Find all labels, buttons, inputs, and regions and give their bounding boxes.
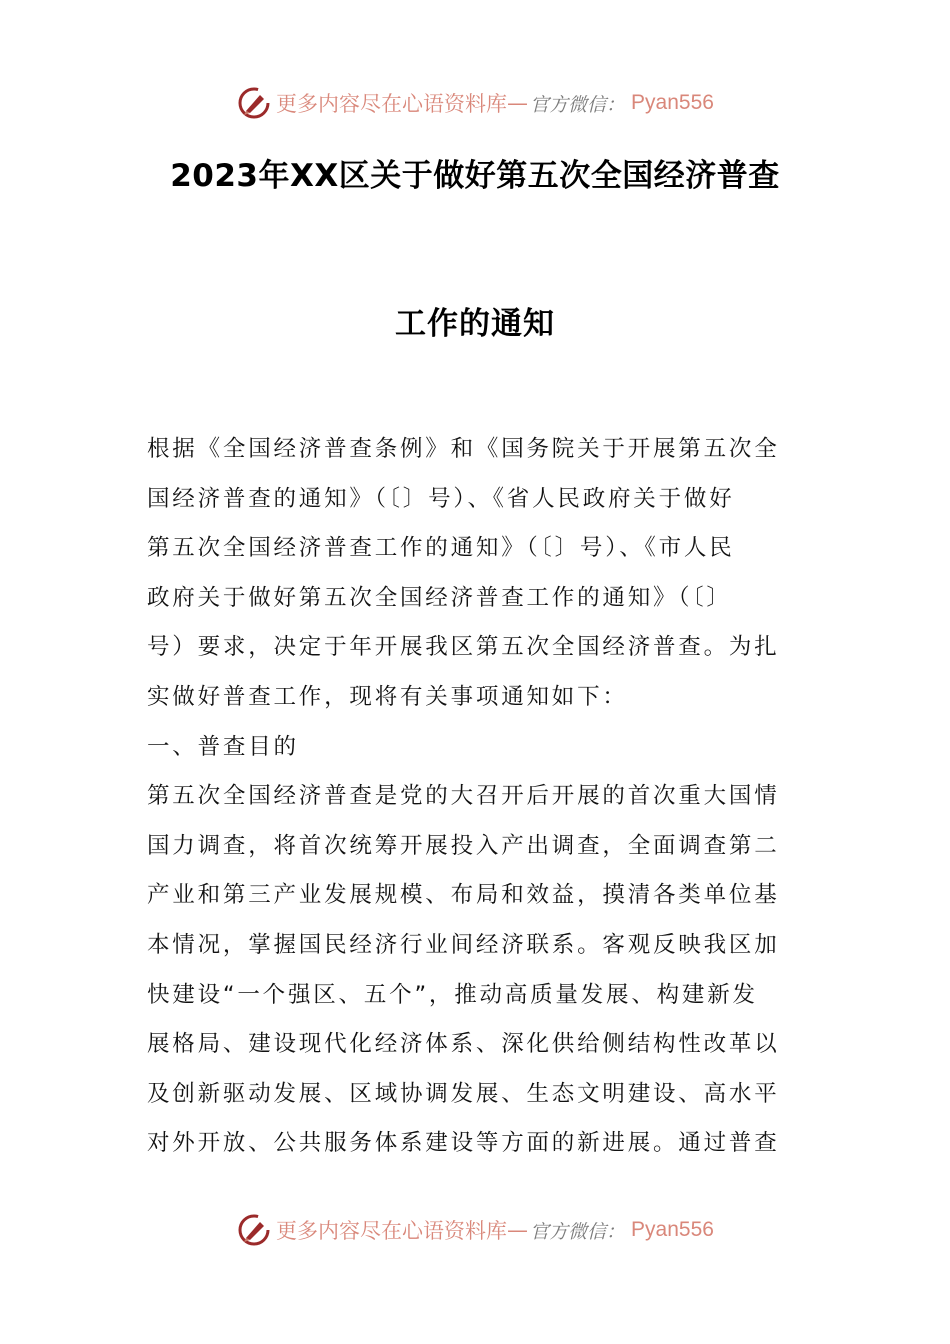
body-line: 展格局、建设现代化经济体系、深化供给侧结构性改革以: [147, 1031, 780, 1058]
body-line: 第五次全国经济普查是党的大召开后开展的首次重大国情: [147, 783, 780, 810]
header-banner: [0, 81, 950, 125]
body-line: 对外开放、公共服务体系建设等方面的新进展。通过普查: [147, 1130, 780, 1157]
document-body: [147, 432, 807, 1176]
wechat-label: 官方微信：: [530, 93, 626, 116]
banner-slogan: 更多内容尽在心语资料库: [276, 1219, 508, 1243]
banner-dash: —: [507, 1218, 529, 1242]
document-title-line-1: 2023年XX区关于做好第五次全国经济普查: [170, 158, 780, 194]
body-line: 号）要求，决定于年开展我区第五次全国经济普查。为扎: [147, 634, 780, 661]
body-line: 实做好普查工作，现将有关事项通知如下：: [147, 683, 628, 710]
section-heading: 一、普查目的: [147, 733, 299, 760]
body-line: 根据《全国经济普查条例》和《国务院关于开展第五次全: [147, 436, 780, 462]
banner-dash: —: [507, 91, 529, 115]
body-line: 国力调查，将首次统筹开展投入产出调查，全面调查第二: [147, 832, 780, 859]
body-line: 及创新驱动发展、区域协调发展、生态文明建设、高水平: [147, 1080, 780, 1107]
wechat-id: Pyan556: [631, 91, 714, 114]
wechat-id: Pyan556: [631, 1218, 714, 1241]
pen-logo-icon: [236, 85, 272, 121]
banner-slogan: 更多内容尽在心语资料库: [276, 92, 508, 116]
wechat-label: 官方微信：: [530, 1220, 626, 1243]
footer-banner: [0, 1208, 950, 1252]
body-line: 本情况，掌握国民经济行业间经济联系。客观反映我区加: [147, 931, 780, 958]
body-line: 政府关于做好第五次全国经济普查工作的通知》（〔〕: [147, 584, 732, 611]
body-line: 快建设“一个强区、五个”，推动高质量发展、构建新发: [147, 981, 758, 1008]
body-line: 国经济普查的通知》（〔〕号）、《省人民政府关于做好: [147, 485, 735, 512]
body-line: 第五次全国经济普查工作的通知》（〔〕号）、《市人民: [147, 535, 735, 562]
document-title-line-2: 工作的通知: [395, 306, 555, 342]
body-line: 产业和第三产业发展规模、布局和效益，摸清各类单位基: [147, 882, 780, 909]
pen-logo-icon: [236, 1212, 272, 1248]
